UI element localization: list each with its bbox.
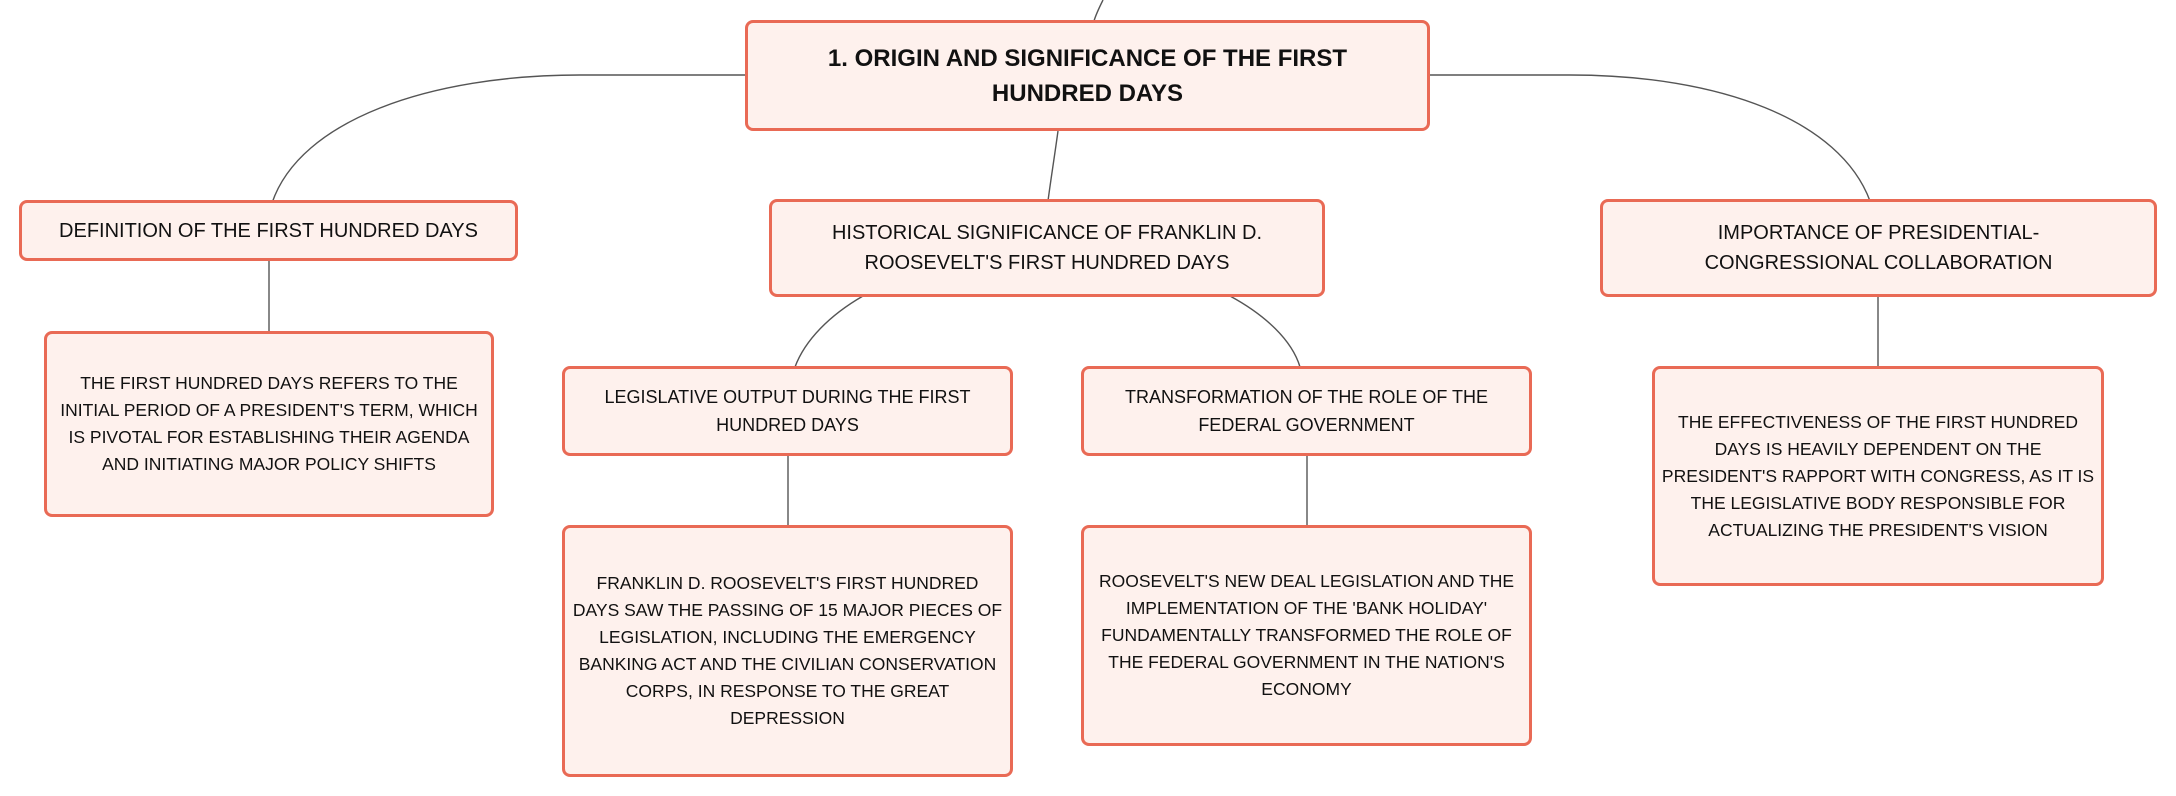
subtopic-title-legislative: LEGISLATIVE OUTPUT DURING THE FIRST HUNDRED DAYS <box>604 387 971 435</box>
connector-parent-to-root <box>1094 0 1103 21</box>
detail-text-transformation: ROOSEVELT'S NEW DEAL LEGISLATION AND THE IMPLEMENTATION OF THE 'BANK HOLIDAY' FUNDAMENTALLY TRANSFORMED THE ROLE OF THE FEDERAL GOVERNMENT IN THE NATION'S ECONOMY <box>1098 571 1515 699</box>
root-title: 1. ORIGIN AND SIGNIFICANCE OF THE FIRST HUNDRED DAYS <box>827 44 1348 107</box>
detail-text-legislative: FRANKLIN D. ROOSEVELT'S FIRST HUNDRED DAYS SAW THE PASSING OF 15 MAJOR PIECES OF LEGISLATION, INCLUDING THE EMERGENCY BANKING ACT AND THE CIVILIAN CONSERVATION CORPS, IN RESPONSE TO THE GREAT DEPRESSION <box>572 573 1003 728</box>
topic-node-historical[interactable] <box>769 199 1325 297</box>
subtopic-node-legislative[interactable] <box>562 366 1013 456</box>
topic-node-collaboration[interactable] <box>1600 199 2157 297</box>
topic-title-definition: DEFINITION OF THE FIRST HUNDRED DAYS <box>59 219 478 242</box>
detail-node-collaboration[interactable] <box>1652 366 2104 586</box>
connector-root-to-definition <box>272 75 745 203</box>
connector-root-to-historical <box>1048 131 1058 201</box>
detail-node-definition[interactable] <box>44 331 494 517</box>
connector-historical-to-transformation <box>1230 296 1300 367</box>
detail-text-collaboration: THE EFFECTIVENESS OF THE FIRST HUNDRED DAYS IS HEAVILY DEPENDENT ON THE PRESIDENT'S RAPPORT WITH CONGRESS, AS IT IS THE LEGISLATIVE BODY RESPONSIBLE FOR ACTUALIZING THE PRESIDENT'S VISION <box>1661 411 2095 540</box>
subtopic-title-transformation: TRANSFORMATION OF THE ROLE OF THE FEDERAL GOVERNMENT <box>1124 387 1489 435</box>
connector-root-to-collaboration <box>1430 75 1870 201</box>
connector-historical-to-legislative <box>795 296 863 367</box>
detail-text-definition: THE FIRST HUNDRED DAYS REFERS TO THE INITIAL PERIOD OF A PRESIDENT'S TERM, WHICH IS PIVOTAL FOR ESTABLISHING THEIR AGENDA AND INITIATING MAJOR POLICY SHIFTS <box>60 373 478 474</box>
root-node[interactable] <box>745 20 1430 131</box>
detail-node-transformation[interactable] <box>1081 525 1532 746</box>
subtopic-node-transformation[interactable] <box>1081 366 1532 456</box>
topic-node-definition[interactable] <box>19 200 518 261</box>
topic-title-collaboration: IMPORTANCE OF PRESIDENTIAL-CONGRESSIONAL COLLABORATION <box>1704 222 2053 274</box>
detail-node-legislative[interactable] <box>562 525 1013 777</box>
topic-title-historical: HISTORICAL SIGNIFICANCE OF FRANKLIN D. ROOSEVELT'S FIRST HUNDRED DAYS <box>831 222 1263 274</box>
